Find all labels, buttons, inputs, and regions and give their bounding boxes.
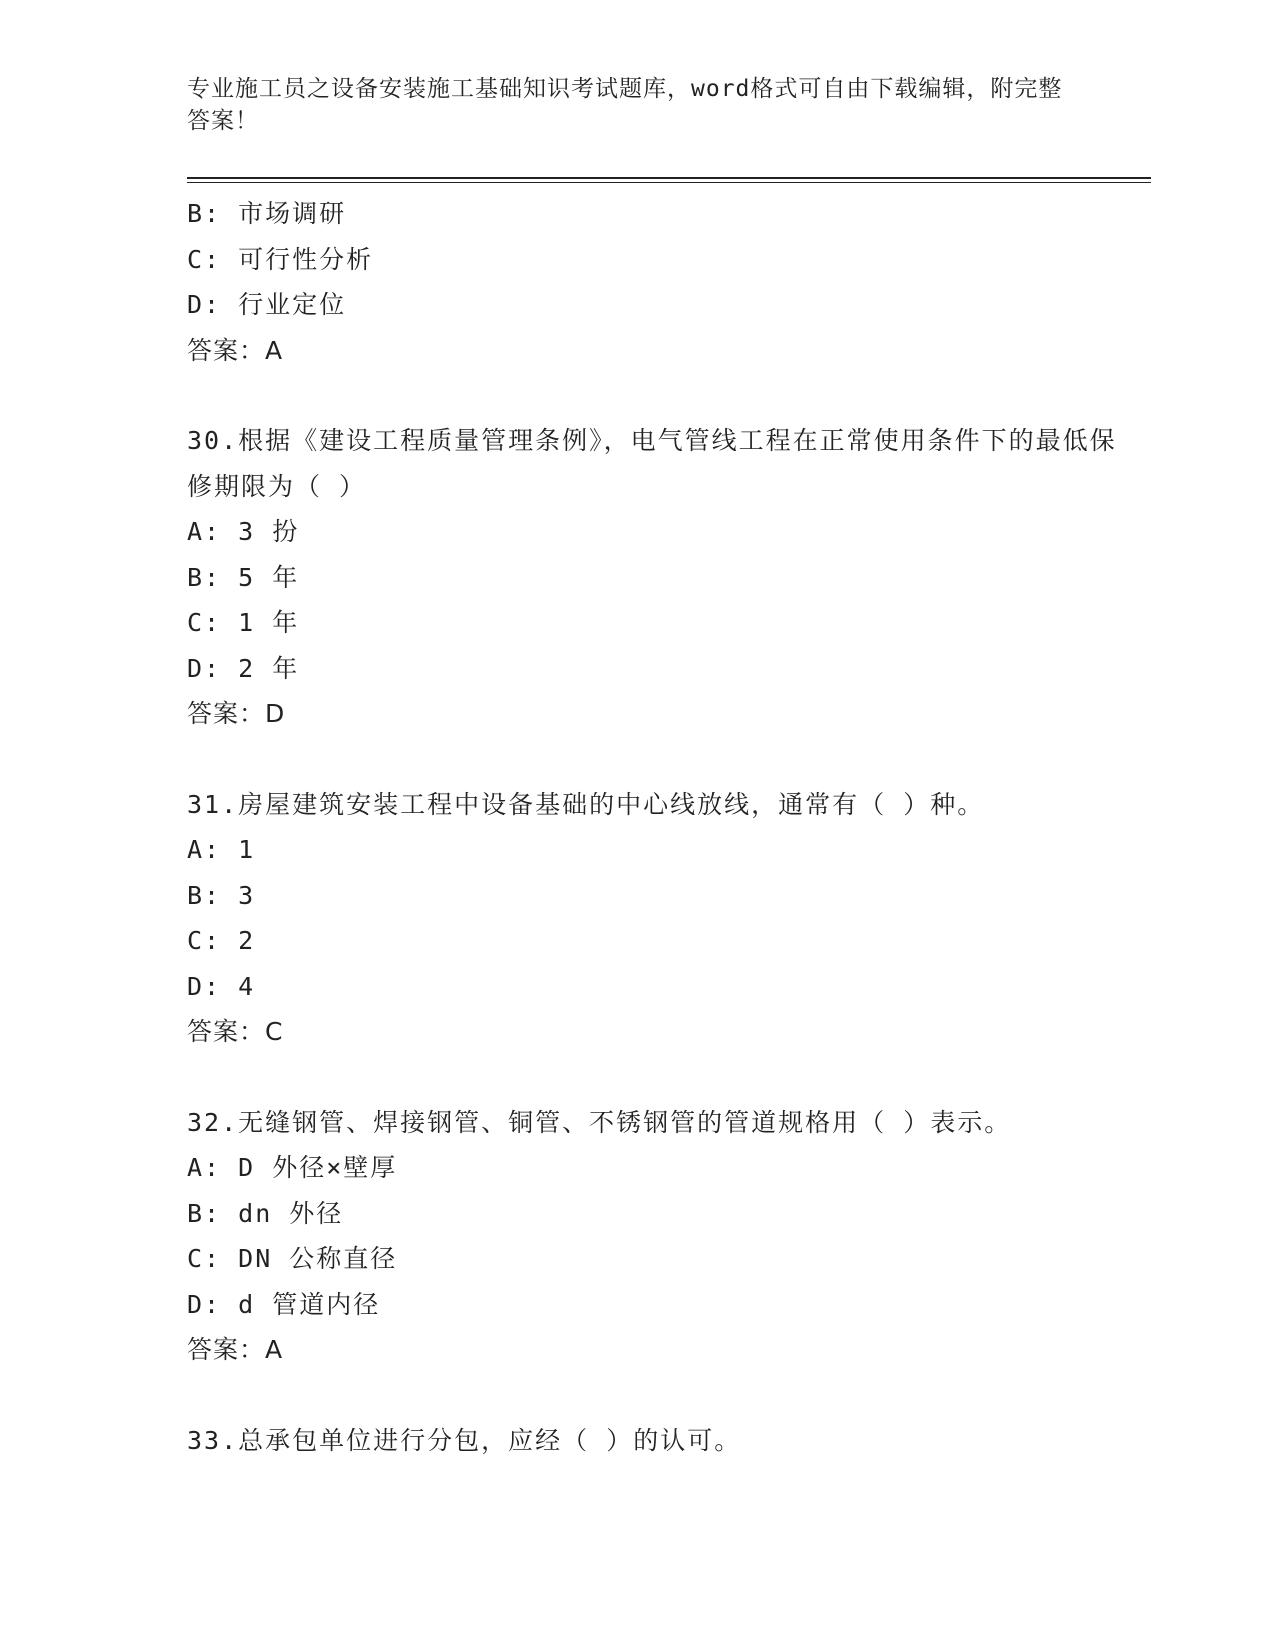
option-a: A: 3 扮 — [187, 517, 300, 546]
spacer — [187, 1373, 1127, 1418]
question-text: 32.无缝钢管、焊接钢管、铜管、不锈钢管的管道规格用（ ）表示。 — [187, 1107, 1012, 1137]
option-b: B: 市场调研 — [187, 199, 347, 228]
option-d: D: 2 年 — [187, 653, 300, 683]
option-a: A: 1 — [187, 835, 256, 864]
option-d: D: d 管道内径 — [187, 1289, 381, 1319]
question-text: 33.总承包单位进行分包，应经（ ）的认可。 — [187, 1425, 742, 1455]
option-c: C: 1 年 — [187, 608, 300, 637]
question-text: 30.根据《建设工程质量管理条例》，电气管线工程在正常使用条件下的最低保修期限为（ ） — [187, 426, 1117, 501]
option-c: C: DN 公称直径 — [187, 1244, 398, 1273]
spacer — [187, 373, 1127, 418]
answer-line: 答案：A — [187, 1335, 284, 1364]
question-list — [187, 191, 1127, 1463]
question-block — [187, 782, 1127, 1055]
answer-line: 答案：D — [187, 699, 286, 728]
document-header: 专业施工员之设备安装施工基础知识考试题库，word格式可自由下载编辑，附完整答案！ — [187, 76, 1063, 134]
question-block — [187, 1418, 1127, 1464]
question-block — [187, 418, 1127, 737]
question-text: 31.房屋建筑安装工程中设备基础的中心线放线，通常有（ ）种。 — [187, 789, 985, 819]
question-block — [187, 191, 1127, 373]
question-block — [187, 1100, 1127, 1373]
answer-line: 答案：A — [187, 335, 284, 365]
header-rule-thick — [187, 177, 1151, 179]
spacer — [187, 1055, 1127, 1100]
header-rule-thin — [187, 182, 1151, 183]
answer-line: 答案：C — [187, 1017, 284, 1046]
option-b: B: 5 年 — [187, 562, 300, 592]
option-c: C: 2 — [187, 926, 256, 955]
option-a: A: D 外径×壁厚 — [187, 1153, 398, 1182]
option-b: B: 3 — [187, 880, 256, 910]
spacer — [187, 737, 1127, 782]
option-c: C: 可行性分析 — [187, 244, 374, 274]
option-b: B: dn 外径 — [187, 1198, 344, 1228]
option-d: D: 行业定位 — [187, 290, 347, 319]
option-d: D: 4 — [187, 971, 256, 1001]
